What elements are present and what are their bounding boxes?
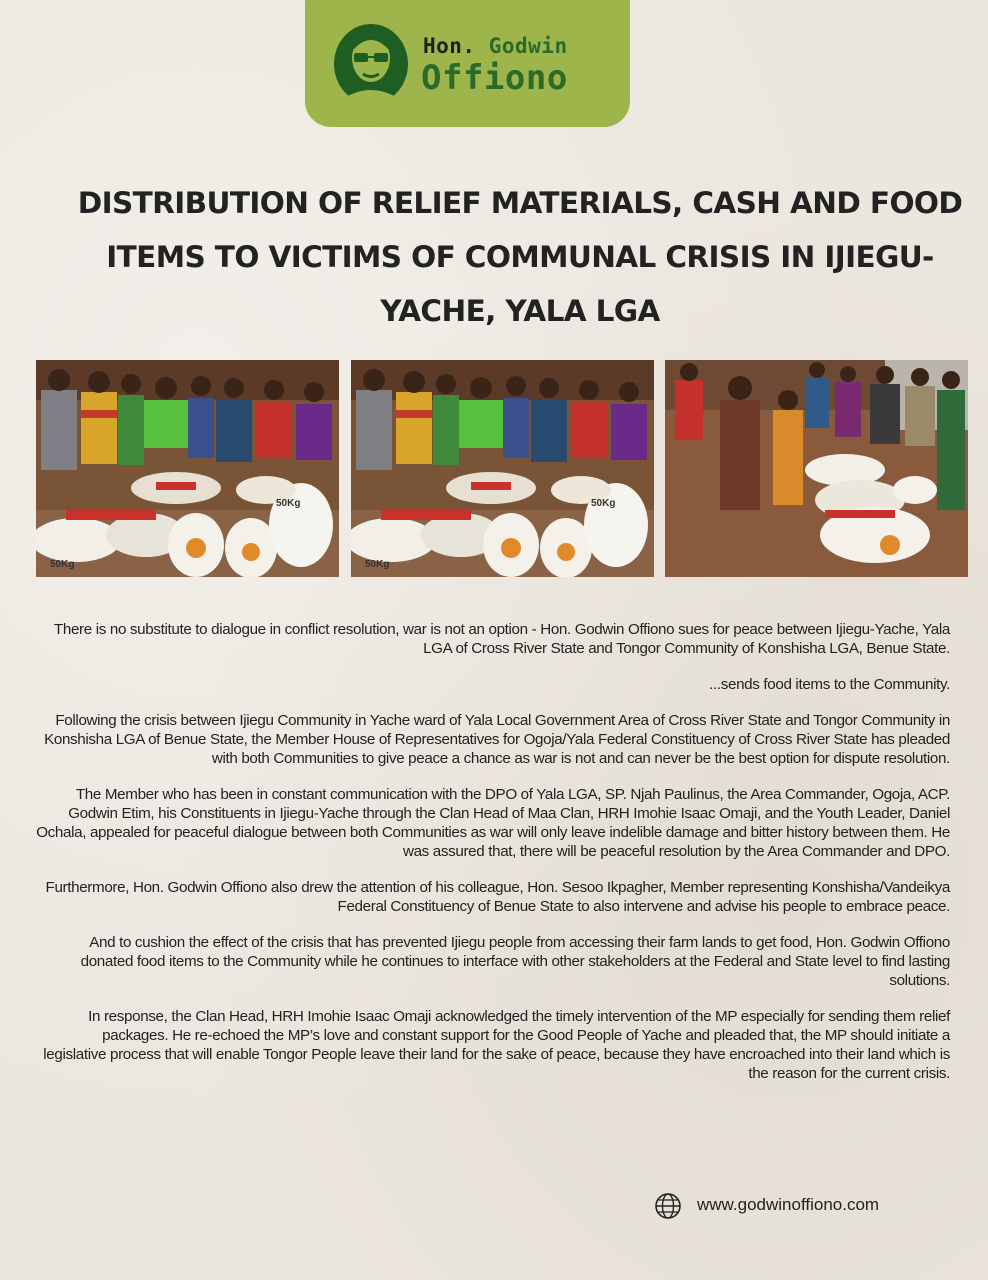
brand-prefix: Hon. bbox=[423, 34, 476, 58]
paragraph: There is no substitute to dialogue in conflict resolution, war is not an option - Hon. Godwin Offiono sues for peace between Ijiegu-Yache, Yala LGA of Cross River State and Tongor Community of Konshisha LGA, Benue State. bbox=[53, 621, 950, 657]
paragraph: ...sends food items to the Community. bbox=[709, 676, 950, 693]
paragraph: In response, the Clan Head, HRH Imohie Isaac Omaji acknowledged the timely intervention of the MP especially for sending them relief packages. He re-echoed the MP’s love and constant support for the Good People of Yache and pleaded that, the MP should initiate a legislative process that will enable Tongor People leave their land for the sake of peace, because they have encroached into their land which is the reason for the current crisis. bbox=[43, 1008, 950, 1082]
bag-label: 50Kg bbox=[50, 559, 75, 570]
page-title: DISTRIBUTION OF RELIEF MATERIALS, CASH AND FOOD ITEMS TO VICTIMS OF COMMUNAL CRISIS IN IJIEGU-YACHE, YALA LGA bbox=[77, 186, 963, 328]
footer bbox=[654, 1190, 954, 1222]
paragraph: Furthermore, Hon. Godwin Offiono also drew the attention of his colleague, Hon. Sesoo Ikpagher, Member representing Konshisha/Vandeikya Federal Constituency of Benue State to also intervene and advise his people to embrace peace. bbox=[45, 879, 950, 915]
article-body bbox=[36, 620, 950, 1100]
globe-icon bbox=[654, 1192, 682, 1220]
bag-label: 50Kg bbox=[276, 498, 301, 509]
paragraph: The Member who has been in constant communication with the DPO of Yala LGA, SP. Njah Paulinus, the Area Commander, Ogoja, ACP. Godwin Etim, his Constituents in Ijiegu-Yache through the Clan Head of Maa Clan, HRH Imohie Isaac Omaji, and the Youth Leader, Daniel Ochala, appealed for peaceful dialogue between both Communities as war will only leave indelible damage and bitter history between them. He was assured that, there will be peaceful resolution by the Area Commander and DPO. bbox=[36, 786, 950, 860]
bag-label: 50Kg bbox=[365, 559, 390, 570]
header-logo-tab bbox=[305, 0, 630, 127]
brand-last-name: Offiono bbox=[421, 58, 568, 98]
bag-label: 50Kg bbox=[591, 498, 616, 509]
website-link[interactable]: www.godwinoffiono.com bbox=[697, 1195, 880, 1214]
relief-photo-2 bbox=[351, 360, 654, 577]
brand-first-name: Godwin bbox=[488, 34, 568, 58]
relief-photo-3 bbox=[665, 360, 968, 577]
portrait-logo bbox=[331, 20, 411, 105]
paragraph: And to cushion the effect of the crisis that has prevented Ijiegu people from accessing their farm lands to get food, Hon. Godwin Offiono donated food items to the Community while he continues to interface with other stakeholders at the Federal and State level to find lasting solutions. bbox=[80, 934, 950, 989]
relief-photo-1 bbox=[36, 360, 339, 577]
brand-name-top bbox=[423, 34, 568, 58]
paragraph: Following the crisis between Ijiegu Community in Yache ward of Yala Local Government Area of Cross River State and Tongor Community in Konshisha LGA of Benue State, the Member House of Representatives for Ogoja/Yala Federal Constituency of Cross River State has pleaded with both Communities to give peace a chance as war is not and can never be the best option for dispute resolution. bbox=[44, 712, 950, 767]
